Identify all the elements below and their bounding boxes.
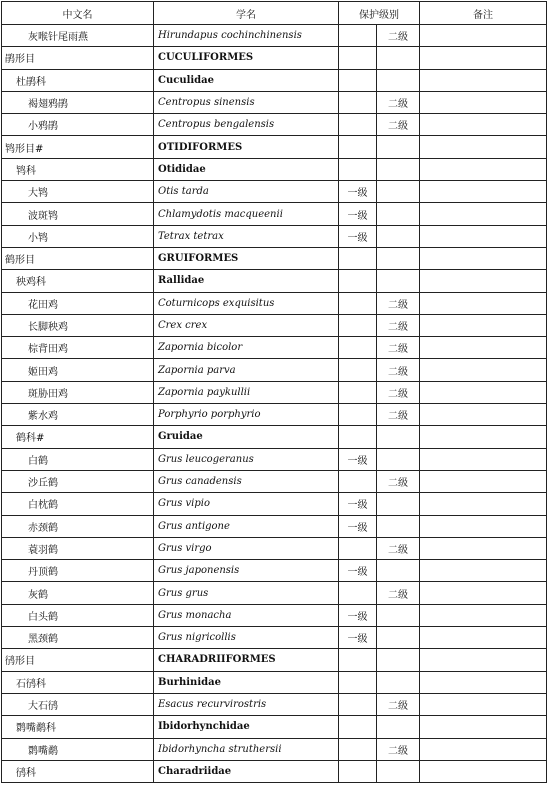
- scientific-name-cell: CHARADRIIFORMES: [154, 649, 339, 671]
- chinese-name-cell: 鹃形目: [2, 47, 154, 69]
- chinese-name-cell: 波斑鸨: [2, 203, 154, 225]
- table-row-species: [2, 604, 547, 626]
- level-two-cell: [377, 671, 420, 693]
- notes-cell: [420, 136, 547, 158]
- table-row-order: [2, 136, 547, 158]
- notes-cell: [420, 537, 547, 559]
- level-two-cell: [377, 247, 420, 269]
- table-row-species: [2, 114, 547, 136]
- level-two-cell: [377, 649, 420, 671]
- notes-cell: [420, 582, 547, 604]
- notes-cell: [420, 337, 547, 359]
- level-one-cell: [339, 760, 377, 782]
- level-one-cell: 一级: [339, 627, 377, 649]
- level-one-cell: [339, 91, 377, 113]
- notes-cell: [420, 515, 547, 537]
- table-row-species: [2, 337, 547, 359]
- level-one-cell: 一级: [339, 225, 377, 247]
- level-two-cell: 二级: [377, 25, 420, 47]
- chinese-name-cell: 大石鸻: [2, 693, 154, 715]
- notes-cell: [420, 604, 547, 626]
- notes-cell: [420, 91, 547, 113]
- notes-cell: [420, 314, 547, 336]
- level-two-cell: [377, 181, 420, 203]
- chinese-name-cell: 棕背田鸡: [2, 337, 154, 359]
- table-row-family: [2, 760, 547, 782]
- level-one-cell: [339, 404, 377, 426]
- level-two-cell: [377, 560, 420, 582]
- level-one-cell: 一级: [339, 515, 377, 537]
- table-row-family: [2, 270, 547, 292]
- level-two-cell: [377, 47, 420, 69]
- scientific-name-cell: Cuculidae: [154, 69, 339, 91]
- level-two-cell: 二级: [377, 537, 420, 559]
- table-row-species: [2, 91, 547, 113]
- table-row-species: [2, 292, 547, 314]
- table-row-family: [2, 158, 547, 180]
- level-one-cell: 一级: [339, 560, 377, 582]
- scientific-name-cell: Grus monacha: [154, 604, 339, 626]
- table-row-species: [2, 537, 547, 559]
- scientific-name-cell: GRUIFORMES: [154, 247, 339, 269]
- scientific-name-cell: CUCULIFORMES: [154, 47, 339, 69]
- chinese-name-cell: 小鸦鹃: [2, 114, 154, 136]
- table-row-species: [2, 225, 547, 247]
- table-row-species: [2, 560, 547, 582]
- scientific-name-cell: Otis tarda: [154, 181, 339, 203]
- table-row-order: [2, 47, 547, 69]
- level-two-cell: [377, 627, 420, 649]
- chinese-name-cell: 灰喉针尾雨燕: [2, 25, 154, 47]
- scientific-name-cell: Ibidorhynchidae: [154, 716, 339, 738]
- chinese-name-cell: 杜鹃科: [2, 69, 154, 91]
- level-two-cell: [377, 203, 420, 225]
- chinese-name-cell: 白鹤: [2, 448, 154, 470]
- table-row-species: [2, 693, 547, 715]
- header-chinese-name: 中文名: [2, 2, 154, 25]
- level-two-cell: [377, 270, 420, 292]
- chinese-name-cell: 鹤科#: [2, 426, 154, 448]
- chinese-name-cell: 赤颈鹤: [2, 515, 154, 537]
- table-row-species: [2, 493, 547, 515]
- notes-cell: [420, 181, 547, 203]
- notes-cell: [420, 671, 547, 693]
- level-two-cell: [377, 158, 420, 180]
- level-one-cell: [339, 359, 377, 381]
- notes-cell: [420, 470, 547, 492]
- table-row-species: [2, 582, 547, 604]
- level-one-cell: [339, 69, 377, 91]
- chinese-name-cell: 蓑羽鹤: [2, 537, 154, 559]
- level-two-cell: 二级: [377, 314, 420, 336]
- scientific-name-cell: Zapornia paykullii: [154, 381, 339, 403]
- scientific-name-cell: Porphyrio porphyrio: [154, 404, 339, 426]
- scientific-name-cell: Grus leucogeranus: [154, 448, 339, 470]
- chinese-name-cell: 褐翅鸦鹃: [2, 91, 154, 113]
- level-two-cell: 二级: [377, 292, 420, 314]
- level-two-cell: 二级: [377, 337, 420, 359]
- chinese-name-cell: 白枕鹤: [2, 493, 154, 515]
- scientific-name-cell: Burhinidae: [154, 671, 339, 693]
- level-two-cell: [377, 716, 420, 738]
- level-two-cell: [377, 225, 420, 247]
- level-one-cell: [339, 47, 377, 69]
- chinese-name-cell: 秧鸡科: [2, 270, 154, 292]
- level-one-cell: [339, 158, 377, 180]
- table-body: [2, 25, 547, 783]
- notes-cell: [420, 270, 547, 292]
- level-one-cell: [339, 136, 377, 158]
- chinese-name-cell: 紫水鸡: [2, 404, 154, 426]
- table-row-species: [2, 627, 547, 649]
- chinese-name-cell: 花田鸡: [2, 292, 154, 314]
- table-row-species: [2, 448, 547, 470]
- table-row-family: [2, 69, 547, 91]
- level-one-cell: 一级: [339, 448, 377, 470]
- species-protection-table: [1, 1, 547, 783]
- level-two-cell: [377, 493, 420, 515]
- notes-cell: [420, 158, 547, 180]
- scientific-name-cell: Grus grus: [154, 582, 339, 604]
- table-row-species: [2, 203, 547, 225]
- level-two-cell: [377, 604, 420, 626]
- level-one-cell: [339, 292, 377, 314]
- level-one-cell: [339, 247, 377, 269]
- scientific-name-cell: Grus vipio: [154, 493, 339, 515]
- level-two-cell: [377, 448, 420, 470]
- scientific-name-cell: Coturnicops exquisitus: [154, 292, 339, 314]
- level-one-cell: [339, 537, 377, 559]
- level-two-cell: 二级: [377, 359, 420, 381]
- notes-cell: [420, 47, 547, 69]
- scientific-name-cell: Chlamydotis macqueenii: [154, 203, 339, 225]
- notes-cell: [420, 426, 547, 448]
- header-protection-level: 保护级别: [339, 2, 420, 25]
- scientific-name-cell: Esacus recurvirostris: [154, 693, 339, 715]
- level-two-cell: 二级: [377, 693, 420, 715]
- scientific-name-cell: Grus japonensis: [154, 560, 339, 582]
- notes-cell: [420, 404, 547, 426]
- level-one-cell: [339, 426, 377, 448]
- notes-cell: [420, 114, 547, 136]
- scientific-name-cell: Centropus sinensis: [154, 91, 339, 113]
- level-one-cell: [339, 582, 377, 604]
- level-two-cell: 二级: [377, 582, 420, 604]
- level-two-cell: 二级: [377, 381, 420, 403]
- scientific-name-cell: Grus nigricollis: [154, 627, 339, 649]
- chinese-name-cell: 鸻科: [2, 760, 154, 782]
- chinese-name-cell: 姬田鸡: [2, 359, 154, 381]
- scientific-name-cell: Centropus bengalensis: [154, 114, 339, 136]
- level-one-cell: [339, 114, 377, 136]
- level-one-cell: [339, 738, 377, 760]
- scientific-name-cell: Rallidae: [154, 270, 339, 292]
- level-two-cell: 二级: [377, 114, 420, 136]
- chinese-name-cell: 白头鹤: [2, 604, 154, 626]
- notes-cell: [420, 448, 547, 470]
- notes-cell: [420, 69, 547, 91]
- level-two-cell: 二级: [377, 738, 420, 760]
- chinese-name-cell: 丹顶鹤: [2, 560, 154, 582]
- table-row-family: [2, 716, 547, 738]
- level-one-cell: [339, 649, 377, 671]
- notes-cell: [420, 359, 547, 381]
- level-two-cell: [377, 136, 420, 158]
- table-row-species: [2, 515, 547, 537]
- table-row-species: [2, 25, 547, 47]
- scientific-name-cell: Charadriidae: [154, 760, 339, 782]
- notes-cell: [420, 225, 547, 247]
- scientific-name-cell: Crex crex: [154, 314, 339, 336]
- chinese-name-cell: 大鸨: [2, 181, 154, 203]
- level-one-cell: [339, 671, 377, 693]
- level-two-cell: 二级: [377, 404, 420, 426]
- level-two-cell: [377, 760, 420, 782]
- level-one-cell: [339, 716, 377, 738]
- table-row-species: [2, 738, 547, 760]
- table-row-species: [2, 314, 547, 336]
- chinese-name-cell: 灰鹤: [2, 582, 154, 604]
- scientific-name-cell: Grus virgo: [154, 537, 339, 559]
- level-one-cell: 一级: [339, 181, 377, 203]
- level-one-cell: 一级: [339, 604, 377, 626]
- level-one-cell: [339, 470, 377, 492]
- chinese-name-cell: 鸨形目#: [2, 136, 154, 158]
- table-row-species: [2, 404, 547, 426]
- notes-cell: [420, 560, 547, 582]
- header-notes: 备注: [420, 2, 547, 25]
- chinese-name-cell: 鹮嘴鹬: [2, 738, 154, 760]
- scientific-name-cell: Grus antigone: [154, 515, 339, 537]
- table-row-species: [2, 181, 547, 203]
- level-one-cell: [339, 337, 377, 359]
- notes-cell: [420, 292, 547, 314]
- table-row-order: [2, 649, 547, 671]
- level-one-cell: [339, 693, 377, 715]
- notes-cell: [420, 693, 547, 715]
- chinese-name-cell: 鸻形目: [2, 649, 154, 671]
- chinese-name-cell: 沙丘鹤: [2, 470, 154, 492]
- level-one-cell: [339, 381, 377, 403]
- chinese-name-cell: 长脚秧鸡: [2, 314, 154, 336]
- scientific-name-cell: Tetrax tetrax: [154, 225, 339, 247]
- scientific-name-cell: Hirundapus cochinchinensis: [154, 25, 339, 47]
- level-two-cell: 二级: [377, 470, 420, 492]
- notes-cell: [420, 760, 547, 782]
- scientific-name-cell: Zapornia parva: [154, 359, 339, 381]
- level-one-cell: [339, 25, 377, 47]
- chinese-name-cell: 小鸨: [2, 225, 154, 247]
- chinese-name-cell: 斑胁田鸡: [2, 381, 154, 403]
- notes-cell: [420, 381, 547, 403]
- table-row-order: [2, 247, 547, 269]
- table-row-family: [2, 671, 547, 693]
- notes-cell: [420, 627, 547, 649]
- notes-cell: [420, 203, 547, 225]
- level-one-cell: 一级: [339, 493, 377, 515]
- level-two-cell: [377, 515, 420, 537]
- chinese-name-cell: 石鸻科: [2, 671, 154, 693]
- chinese-name-cell: 鸨科: [2, 158, 154, 180]
- chinese-name-cell: 鹤形目: [2, 247, 154, 269]
- level-one-cell: [339, 314, 377, 336]
- level-one-cell: [339, 270, 377, 292]
- notes-cell: [420, 25, 547, 47]
- scientific-name-cell: Gruidae: [154, 426, 339, 448]
- table-row-species: [2, 381, 547, 403]
- notes-cell: [420, 649, 547, 671]
- table-row-species: [2, 359, 547, 381]
- chinese-name-cell: 鹮嘴鹬科: [2, 716, 154, 738]
- scientific-name-cell: OTIDIFORMES: [154, 136, 339, 158]
- header-scientific-name: 学名: [154, 2, 339, 25]
- scientific-name-cell: Ibidorhyncha struthersii: [154, 738, 339, 760]
- notes-cell: [420, 738, 547, 760]
- scientific-name-cell: Grus canadensis: [154, 470, 339, 492]
- level-two-cell: [377, 426, 420, 448]
- table-header-row: [2, 2, 547, 25]
- notes-cell: [420, 716, 547, 738]
- table-row-family: [2, 426, 547, 448]
- level-two-cell: [377, 69, 420, 91]
- scientific-name-cell: Zapornia bicolor: [154, 337, 339, 359]
- level-two-cell: 二级: [377, 91, 420, 113]
- notes-cell: [420, 493, 547, 515]
- notes-cell: [420, 247, 547, 269]
- level-one-cell: 一级: [339, 203, 377, 225]
- table-row-species: [2, 470, 547, 492]
- scientific-name-cell: Otididae: [154, 158, 339, 180]
- chinese-name-cell: 黑颈鹤: [2, 627, 154, 649]
